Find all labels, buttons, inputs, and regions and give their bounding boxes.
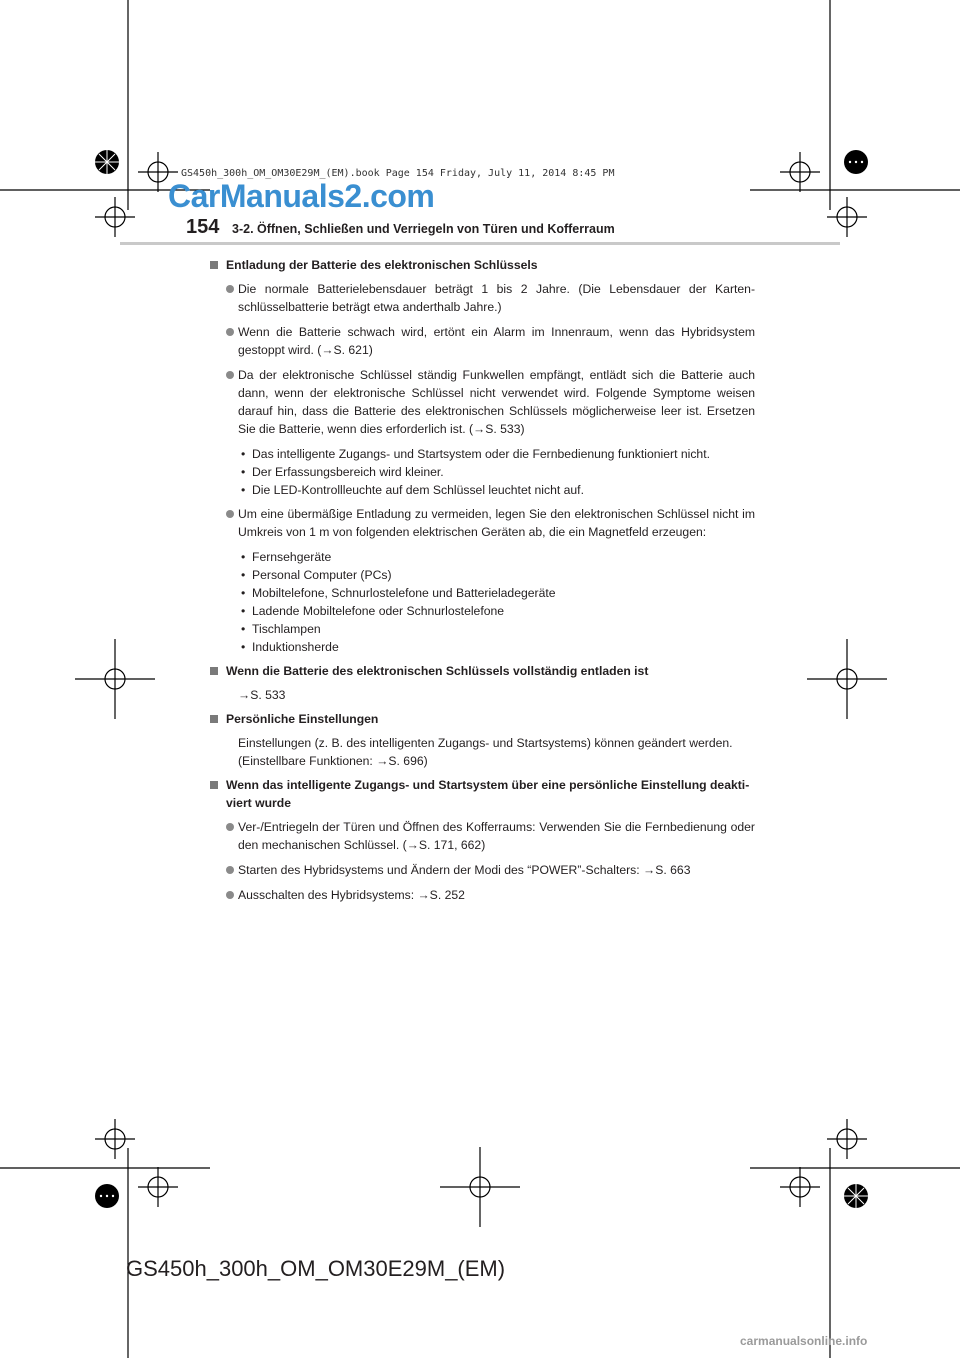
sub-list-item: • Personal Computer (PCs) <box>241 568 392 582</box>
bullet-item: Um eine übermäßige Entladung zu vermeiden, legen Sie den elektronischen Schlüssel nicht im Umkreis von 1 m von folgenden elektrischen Geräten ab, die ein Magnetfeld erzeugen: <box>210 505 755 541</box>
bullet-item: Da der elektronische Schlüssel ständig Funkwellen empfängt, entlädt sich die Batterie auch dann, wenn der elektronische Schlüssel nicht verwendet wird. Folgende Symptome weisen darauf hin, dass die Batterie des elektronischen Schlüssels möglicherweise leer ist. Ersetzen Sie die Batterie, wenn dies erforderlich ist. (→S. 533) <box>210 366 755 438</box>
square-bullet-icon <box>210 715 218 723</box>
section-heading: Wenn das intelligente Zugangs- und Startsystem über eine persönliche Einstellung deakti-viert wurde <box>210 776 755 812</box>
bullet-item: Die normale Batterielebensdauer beträgt 1 bis 2 Jahre. (Die Lebensdauer der Karten-schlüsselbatterie beträgt etwa anderthalb Jahre.) <box>210 280 755 316</box>
footer-watermark: carmanualsonline.info <box>740 1334 868 1348</box>
sub-list-item: • Das intelligente Zugangs- und Startsystem oder die Fernbedienung funktioniert nicht. <box>241 447 710 461</box>
section-heading: Persönliche Einstellungen <box>210 710 755 728</box>
paragraph: →S. 533 <box>238 688 286 702</box>
sub-list-item: • Mobiltelefone, Schnurlostelefone und Batterieladegeräte <box>241 586 556 600</box>
round-bullet-icon <box>226 866 234 874</box>
sub-list-item: • Ladende Mobiltelefone oder Schnurlostelefone <box>241 604 505 618</box>
sub-list-item: • Tischlampen <box>241 622 321 636</box>
watermark-logo: CarManuals2.com <box>168 178 435 214</box>
sub-list-item: • Fernsehgeräte <box>241 550 332 564</box>
page-number: 154 <box>186 216 220 238</box>
square-bullet-icon <box>210 261 218 269</box>
page-content <box>210 252 755 911</box>
sub-list-item: • Die LED-Kontrollleuchte auf dem Schlüssel leuchtet nicht auf. <box>241 483 584 497</box>
bullet-item: Starten des Hybridsystems und Ändern der Modi des “POWER”-Schalters: →S. 663 <box>210 861 755 879</box>
bullet-item: Ausschalten des Hybridsystems: →S. 252 <box>210 886 755 904</box>
round-bullet-icon <box>226 371 234 379</box>
square-bullet-icon <box>210 781 218 789</box>
section-title: 3-2. Öffnen, Schließen und Verriegeln von Türen und Kofferraum <box>232 222 615 236</box>
round-bullet-icon <box>226 510 234 518</box>
bullet-item: Ver-/Entriegeln der Türen und Öffnen des Kofferraums: Verwenden Sie die Fernbedienung oder den mechanischen Schlüssel. (→S. 171, 662) <box>210 818 755 854</box>
sub-list <box>210 445 755 499</box>
header-rule <box>120 242 840 245</box>
square-bullet-icon <box>210 667 218 675</box>
book-info-line: GS450h_300h_OM_OM30E29M_(EM).book Page 154 Friday, July 11, 2014 8:45 PM <box>181 168 615 179</box>
round-bullet-icon <box>226 823 234 831</box>
round-bullet-icon <box>226 328 234 336</box>
document-code: GS450h_300h_OM_OM30E29M_(EM) <box>126 1256 506 1281</box>
paragraph: Einstellungen (z. B. des intelligenten Zugangs- und Startsystems) können geändert werden. (Einstellbare Funktionen: →S. 696) <box>238 736 733 768</box>
section-heading: Entladung der Batterie des elektronischen Schlüssels <box>210 256 755 274</box>
sub-list-item: • Der Erfassungsbereich wird kleiner. <box>241 465 444 479</box>
round-bullet-icon <box>226 285 234 293</box>
bullet-item: Wenn die Batterie schwach wird, ertönt ein Alarm im Innenraum, wenn das Hybridsystem gestoppt wird. (→S. 621) <box>210 323 755 359</box>
section-heading: Wenn die Batterie des elektronischen Schlüssels vollständig entladen ist <box>210 662 755 680</box>
sub-list <box>210 548 755 656</box>
round-bullet-icon <box>226 891 234 899</box>
sub-list-item: • Induktionsherde <box>241 640 339 654</box>
